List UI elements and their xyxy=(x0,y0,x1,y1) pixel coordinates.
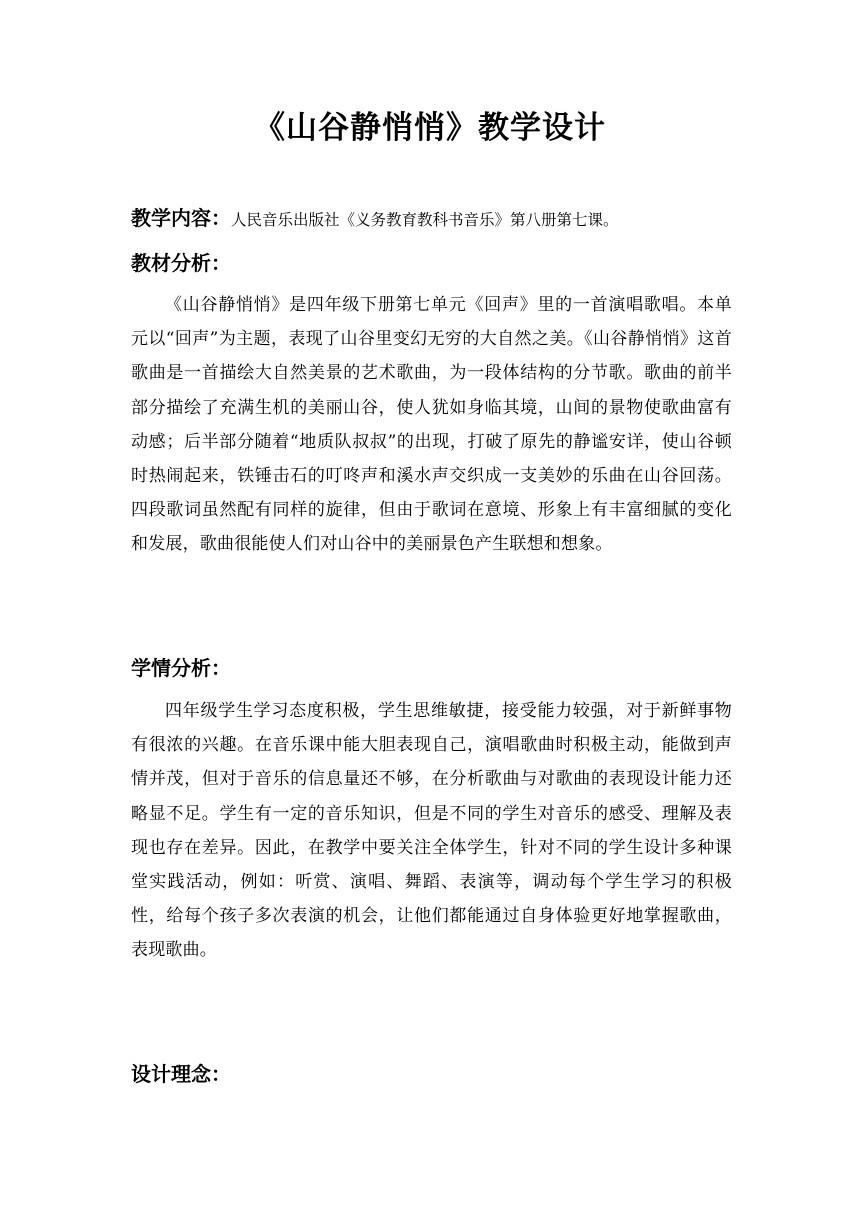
section-design-concept xyxy=(131,1058,732,1090)
section-material-analysis xyxy=(131,247,732,279)
section-heading: 教材分析： xyxy=(131,251,231,275)
section-student-analysis xyxy=(131,652,732,684)
section-heading: 设计理念： xyxy=(131,1062,231,1086)
document-title: 《山谷静悄悄》教学设计 xyxy=(254,110,606,146)
section-teaching-content xyxy=(131,202,732,237)
section-heading: 学情分析： xyxy=(131,656,231,680)
section-material-analysis-body xyxy=(131,288,732,562)
section-inline-text: 人民音乐出版社《义务教育教科书音乐》第八册第七课。 xyxy=(231,211,619,229)
section-paragraph: 四年级学生学习态度积极，学生思维敏捷，接受能力较强，对于新鲜事物有很浓的兴趣。在音乐课中能大胆表现自己，演唱歌曲时积极主动，能做到声情并茂，但对于音乐的信息量还不够，在分析歌曲与对歌曲的表现设计能力还略显不足。学生有一定的音乐知识，但是不同的学生对音乐的感受、理解及表现也存在差异。因此，在教学中要关注全体学生，针对不同的学生设计多种课堂实践活动，例如：听赏、演唱、舞蹈、表演等，调动每个学生学习的积极性，给每个孩子多次表演的机会，让他们都能通过自身体验更好地掌握歌曲，表现歌曲。 xyxy=(131,701,732,961)
section-paragraph: 《山谷静悄悄》是四年级下册第七单元《回声》里的一首演唱歌唱。本单元以“回声”为主题，表现了山谷里变幻无穷的大自然之美。《山谷静悄悄》这首歌曲是一首描绘大自然美景的艺术歌曲，为一段体结构的分节歌。歌曲的前半部分描绘了充满生机的美丽山谷，使人犹如身临其境，山间的景物使歌曲富有动感；后半部分随着“地质队叔叔”的出现，打破了原先的静谧安详，使山谷顿时热闹起来，铁锤击石的叮咚声和溪水声交织成一支美妙的乐曲在山谷回荡。四段歌词虽然配有同样的旋律，但由于歌词在意境、形象上有丰富细腻的变化和发展，歌曲很能使人们对山谷中的美丽景色产生联想和想象。 xyxy=(131,295,732,555)
section-heading: 教学内容： xyxy=(131,206,231,230)
section-student-analysis-body xyxy=(131,694,732,968)
